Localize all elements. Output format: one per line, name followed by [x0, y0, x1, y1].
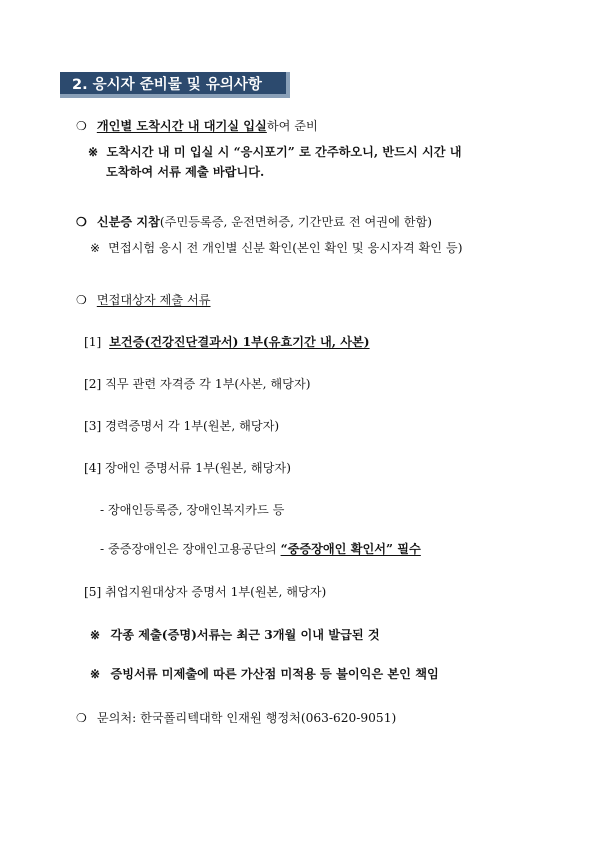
document-item-4-sub2 — [100, 541, 421, 557]
bullet-circle-icon: ❍ — [76, 119, 87, 133]
document-item-1-num: [1] — [84, 335, 102, 349]
warning-1-text: 각종 제출(증명)서류는 최근 3개월 이내 발급된 것 — [110, 628, 380, 642]
arrival-suffix: 하여 준비 — [266, 119, 318, 133]
documents-heading-text: 면접대상자 제출 서류 — [96, 293, 211, 307]
document-item-4-sub2-quote: “중증장애인 확인서” 필수 — [280, 542, 421, 556]
id-card-rest: (주민등록증, 운전면허증, 기간만료 전 여권에 한함) — [159, 215, 433, 229]
warning-2-text: 증빙서류 미제출에 따른 가산점 미적용 등 불이익은 본인 책임 — [110, 667, 439, 681]
reference-mark-icon: ※ — [88, 145, 99, 159]
arrival-note-line2: 도착하여 서류 제출 바랍니다. — [106, 165, 265, 179]
section-title: 2. 응시자 준비물 및 유의사항 — [60, 72, 290, 98]
document-item-4: [4] 장애인 증명서류 1부(원본, 해당자) — [84, 461, 291, 475]
id-card-note-text: 면접시험 응시 전 개인별 신분 확인(본인 확인 및 응시자격 확인 등) — [108, 241, 463, 255]
document-item-3: [3] 경력증명서 각 1부(원본, 해당자) — [84, 419, 280, 433]
warning-2 — [90, 666, 439, 682]
arrival-note — [88, 144, 462, 160]
document-item-4-sub2-pre: - 중증장애인은 장애인고용공단의 — [100, 542, 281, 556]
document-item-1-text: 보건증(건강진단결과서) 1부(유효기간 내, 사본) — [109, 335, 370, 349]
reference-mark-icon: ※ — [90, 628, 101, 642]
bullet-circle-icon: ❍ — [76, 711, 87, 725]
arrival-note-post: 로 간주하오니, 반드시 시간 내 — [294, 145, 462, 159]
bullet-circle-icon: ❍ — [76, 215, 87, 229]
bullet-circle-icon: ❍ — [76, 293, 87, 307]
contact-line — [76, 710, 396, 726]
reference-mark-icon: ※ — [90, 667, 101, 681]
reference-mark-icon: ※ — [90, 241, 101, 255]
id-card-bold: 신분증 지참 — [96, 215, 160, 229]
document-item-5: [5] 취업지원대상자 증명서 1부(원본, 해당자) — [84, 585, 327, 599]
document-item-1 — [84, 334, 370, 350]
arrival-underlined: 개인별 도착시간 내 대기실 입실 — [96, 119, 267, 133]
id-card-note — [90, 240, 462, 256]
arrival-line — [76, 118, 318, 134]
arrival-note-pre: 도착시간 내 미 입실 시 — [106, 145, 234, 159]
warning-1 — [90, 627, 380, 643]
document-item-2: [2] 직무 관련 자격증 각 1부(사본, 해당자) — [84, 377, 311, 391]
documents-heading — [76, 292, 211, 308]
id-card-line — [76, 214, 432, 230]
contact-text: 문의처: 한국폴리텍대학 인재원 행정처(063-620-9051) — [96, 711, 397, 725]
arrival-note-quote: “응시포기” — [233, 145, 295, 159]
document-item-4-sub1: - 장애인등록증, 장애인복지카드 등 — [100, 503, 285, 517]
